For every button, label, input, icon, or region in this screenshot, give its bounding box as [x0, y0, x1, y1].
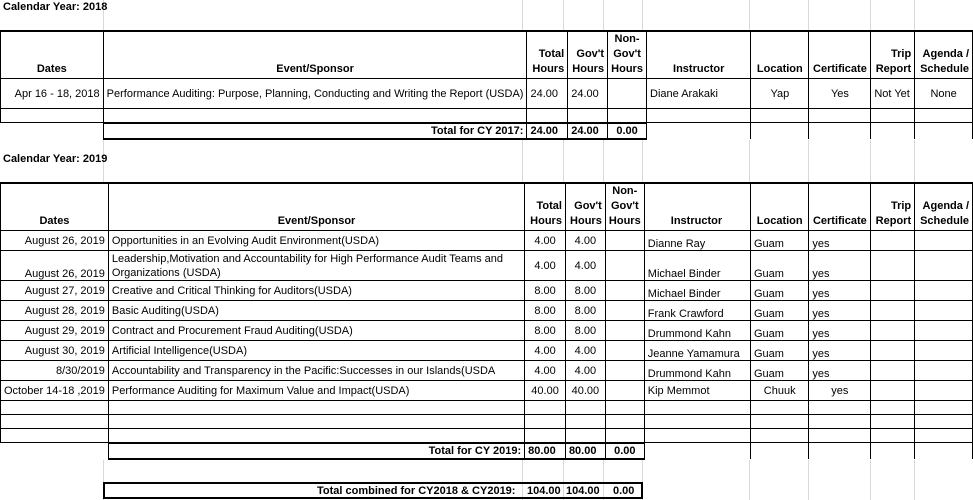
table-row [1, 321, 973, 341]
col-certificate[interactable]: Certificate [809, 31, 871, 79]
cell-event[interactable]: Creative and Critical Thinking for Auditors(USDA) [108, 281, 524, 301]
table-row [1, 341, 973, 361]
cell-trip[interactable] [871, 381, 915, 401]
cell-location[interactable]: Guam [751, 251, 809, 281]
combined-label[interactable]: Total combined for CY2018 & CY2019: [317, 485, 516, 497]
cell-location[interactable]: Guam [751, 231, 809, 251]
col-total[interactable]: Total Hours [525, 183, 566, 231]
total-nongov[interactable]: 0.00 [608, 123, 647, 139]
table-row [1, 251, 973, 281]
table-row [1, 381, 973, 401]
total-hours[interactable]: 24.00 [527, 123, 568, 139]
col-event[interactable]: Event/Sponsor [108, 183, 524, 231]
cell-location[interactable]: Guam [751, 301, 809, 321]
cell-location[interactable]: Chuuk [751, 381, 809, 401]
cell-agenda[interactable] [915, 381, 973, 401]
cell-gov[interactable]: 4.00 [565, 361, 605, 381]
table-row [1, 79, 973, 109]
col-instructor[interactable]: Instructor [644, 183, 750, 231]
cell-total[interactable]: 4.00 [525, 231, 566, 251]
col-certificate[interactable]: Certificate [809, 183, 871, 231]
cell-trip[interactable] [871, 281, 915, 301]
cell-nongov[interactable] [605, 281, 644, 301]
col-location[interactable]: Location [751, 183, 809, 231]
cell-nongov[interactable] [605, 301, 644, 321]
cell-total[interactable]: 24.00 [527, 79, 568, 109]
cell-dates[interactable]: August 29, 2019 [1, 321, 109, 341]
col-event[interactable]: Event/Sponsor [103, 31, 527, 79]
empty-row [1, 401, 973, 415]
cell-instructor[interactable]: Frank Crawford [644, 301, 750, 321]
cell-agenda[interactable] [915, 341, 973, 361]
combined-gov[interactable]: 104.00 [566, 485, 600, 497]
total-row-cy2019 [1, 443, 973, 459]
cell-certificate[interactable]: yes [809, 301, 871, 321]
table-row [1, 281, 973, 301]
cell-gov[interactable]: 8.00 [565, 301, 605, 321]
cell-dates[interactable]: August 30, 2019 [1, 341, 109, 361]
cell-dates[interactable]: 8/30/2019 [1, 361, 109, 381]
cell-instructor[interactable]: Jeanne Yamamura [644, 341, 750, 361]
cell-total[interactable]: 8.00 [525, 301, 566, 321]
cell-gov[interactable]: 8.00 [565, 321, 605, 341]
table-row [1, 361, 973, 381]
cell-gov[interactable]: 4.00 [565, 251, 605, 281]
cell-location[interactable]: Guam [751, 361, 809, 381]
cell-trip[interactable] [871, 321, 915, 341]
col-dates[interactable]: Dates [1, 31, 104, 79]
cell-event[interactable]: Performance Auditing for Maximum Value and Impact(USDA) [108, 381, 524, 401]
cell-nongov[interactable] [605, 231, 644, 251]
col-trip[interactable]: Trip Report [871, 31, 915, 79]
cell-instructor[interactable]: Michael Binder [644, 281, 750, 301]
col-trip[interactable]: Trip Report [871, 183, 915, 231]
table-row [1, 231, 973, 251]
cell-gov[interactable]: 4.00 [565, 341, 605, 361]
col-instructor[interactable]: Instructor [647, 31, 751, 79]
empty-row [1, 415, 973, 429]
col-dates[interactable]: Dates [1, 183, 109, 231]
cell-event[interactable]: Leadership,Motivation and Accountability for High Performance Audit Teams and Organizations (USDA) [108, 251, 524, 281]
cell-nongov[interactable] [605, 251, 644, 281]
cell-certificate[interactable]: yes [809, 381, 871, 401]
total-hours[interactable]: 80.00 [525, 443, 566, 459]
col-agenda[interactable]: Agenda / Schedule [915, 183, 973, 231]
cell-event[interactable]: Performance Auditing: Purpose, Planning, Conducting and Writing the Report (USDA) [103, 79, 527, 109]
cell-dates[interactable]: August 28, 2019 [1, 301, 109, 321]
cell-dates[interactable]: Apr 16 - 18, 2018 [1, 79, 104, 109]
cell-trip[interactable] [871, 251, 915, 281]
cell-event[interactable]: Contract and Procurement Fraud Auditing(USDA) [108, 321, 524, 341]
col-gov[interactable]: Gov't Hours [565, 183, 605, 231]
cell-total[interactable]: 4.00 [525, 341, 566, 361]
cell-agenda[interactable] [915, 231, 973, 251]
heading-cy2019: Calendar Year: 2019 [3, 153, 108, 165]
total-gov[interactable]: 80.00 [565, 443, 605, 459]
cell-dates[interactable]: August 26, 2019 [1, 251, 109, 281]
col-gov[interactable]: Gov't Hours [568, 31, 608, 79]
cell-certificate[interactable]: Yes [809, 79, 871, 109]
cell-certificate[interactable]: yes [809, 361, 871, 381]
cell-location[interactable]: Guam [751, 321, 809, 341]
header-row [1, 183, 973, 231]
cell-total[interactable]: 4.00 [525, 361, 566, 381]
cell-nongov[interactable] [605, 381, 644, 401]
cell-certificate[interactable]: yes [809, 341, 871, 361]
col-nongov[interactable]: Non-Gov't Hours [605, 183, 644, 231]
table-cy2018 [0, 30, 973, 140]
total-label[interactable]: Total for CY 2017: [103, 123, 527, 139]
cell-total[interactable]: 4.00 [525, 251, 566, 281]
cell-agenda[interactable] [915, 281, 973, 301]
empty-row [1, 109, 973, 123]
col-location[interactable]: Location [751, 31, 809, 79]
cell-location[interactable]: Guam [751, 341, 809, 361]
cell-trip[interactable] [871, 301, 915, 321]
cell-total[interactable]: 40.00 [525, 381, 566, 401]
combined-total-row [103, 482, 643, 499]
cell-instructor[interactable]: Diane Arakaki [647, 79, 751, 109]
cell-instructor[interactable]: Drummond Kahn [644, 361, 750, 381]
cell-agenda[interactable] [915, 251, 973, 281]
cell-nongov[interactable] [605, 321, 644, 341]
cell-trip[interactable] [871, 341, 915, 361]
cell-dates[interactable]: August 27, 2019 [1, 281, 109, 301]
cell-event[interactable]: Basic Auditing(USDA) [108, 301, 524, 321]
cell-certificate[interactable]: yes [809, 321, 871, 341]
cell-dates[interactable]: August 26, 2019 [1, 231, 109, 251]
combined-nongov[interactable]: 0.00 [613, 485, 635, 497]
cell-trip[interactable]: Not Yet [871, 79, 915, 109]
total-label[interactable]: Total for CY 2019: [108, 443, 524, 459]
heading-cy2018: Calendar Year: 2018 [3, 1, 108, 13]
cell-instructor[interactable]: Dianne Ray [644, 231, 750, 251]
cell-dates[interactable]: October 14-18 ,2019 [1, 381, 109, 401]
cell-trip[interactable] [871, 231, 915, 251]
cell-gov[interactable]: 8.00 [565, 281, 605, 301]
cell-location[interactable]: Guam [751, 281, 809, 301]
cell-total[interactable]: 8.00 [525, 281, 566, 301]
cell-gov[interactable]: 24.00 [568, 79, 608, 109]
cell-gov[interactable]: 40.00 [565, 381, 605, 401]
cell-gov[interactable]: 4.00 [565, 231, 605, 251]
cell-event[interactable]: Accountability and Transparency in the Pacific:Successes in our Islands(USDA [108, 361, 524, 381]
cell-event[interactable]: Opportunities in an Evolving Audit Environment(USDA) [108, 231, 524, 251]
total-gov[interactable]: 24.00 [568, 123, 608, 139]
empty-row [1, 429, 973, 443]
cell-nongov[interactable] [605, 361, 644, 381]
cell-total[interactable]: 8.00 [525, 321, 566, 341]
header-row [1, 31, 973, 79]
col-nongov[interactable]: Non-Gov't Hours [608, 31, 647, 79]
combined-total[interactable]: 104.00 [527, 485, 561, 497]
total-nongov[interactable]: 0.00 [605, 443, 644, 459]
cell-trip[interactable] [871, 361, 915, 381]
cell-agenda[interactable] [915, 361, 973, 381]
cell-certificate[interactable]: yes [809, 251, 871, 281]
cell-agenda[interactable]: None [915, 79, 973, 109]
table-row [1, 301, 973, 321]
cell-instructor[interactable]: Michael Binder [644, 251, 750, 281]
total-row-cy2018 [1, 123, 973, 139]
cell-location[interactable]: Yap [751, 79, 809, 109]
table-cy2019 [0, 182, 973, 460]
cell-agenda[interactable] [915, 301, 973, 321]
cell-instructor[interactable]: Kip Memmot [644, 381, 750, 401]
cell-nongov[interactable] [608, 79, 647, 109]
cell-agenda[interactable] [915, 321, 973, 341]
cell-nongov[interactable] [605, 341, 644, 361]
cell-certificate[interactable]: yes [809, 231, 871, 251]
col-agenda[interactable]: Agenda / Schedule [915, 31, 973, 79]
cell-instructor[interactable]: Drummond Kahn [644, 321, 750, 341]
cell-certificate[interactable]: yes [809, 281, 871, 301]
cell-event[interactable]: Artificial Intelligence(USDA) [108, 341, 524, 361]
col-total[interactable]: Total Hours [527, 31, 568, 79]
